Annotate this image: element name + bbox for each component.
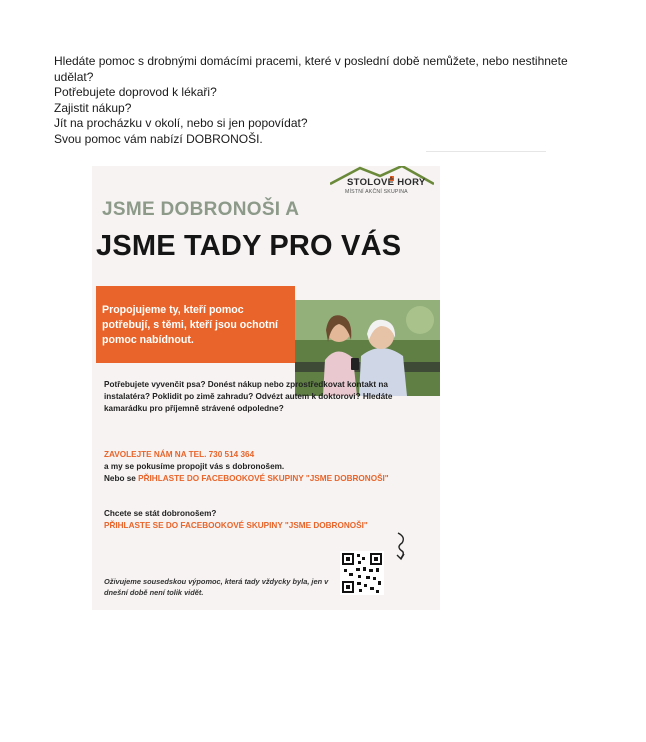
intro-text: [54, 54, 594, 147]
questions-text: Potřebujete vyvenčit psa? Donést nákup nebo zprostředkovat kontakt na instalatéra? Poklidit po zimě zahradu? Odvézt autem k doktorovi? Hledáte kamarádku pro příjemně strávené odpoledne?: [104, 380, 393, 413]
flyer: [92, 166, 440, 610]
logo-name: STOLOVÉ HORY: [347, 177, 426, 188]
intro-line-3: Zajistit nákup?: [54, 100, 132, 115]
heading-big: JSME TADY PRO VÁS: [96, 230, 402, 262]
become-question: Chcete se stát dobronošem?: [104, 509, 217, 518]
divider: [426, 151, 546, 152]
curly-arrow-icon: [390, 531, 412, 561]
become-link: PŘIHLASTE SE DO FACEBOOKOVÉ SKUPINY "JSME DOBRONOŠI": [104, 521, 368, 530]
intro-line-5: Svou pomoc vám nabízí DOBRONOŠI.: [54, 131, 263, 146]
or-prefix: Nebo se: [104, 474, 136, 483]
phone-line: ZAVOLEJTE NÁM NA TEL. 730 514 364: [104, 450, 255, 459]
facebook-line: [104, 473, 434, 485]
intro-line-4: Jít na procházku v okolí, nebo si jen popovídat?: [54, 116, 308, 130]
become-section: [104, 508, 434, 532]
call-follow: a my se pokusíme propojit vás s dobronošem.: [104, 462, 285, 471]
call-section: [104, 449, 434, 485]
stolove-hory-logo: [330, 166, 434, 206]
intro-line-2: Potřebujete doprovod k lékaři?: [54, 85, 217, 99]
logo-subtitle: MÍSTNÍ AKČNÍ SKUPINA: [345, 189, 408, 195]
qr-code-icon: [340, 551, 384, 595]
footer-text: Oživujeme sousedskou výpomoc, která tady vždycky byla, jen v dnešní době není tolik vidět.: [104, 577, 329, 597]
intro-line-1: Hledáte pomoc s drobnými domácími pracemi, které v poslední době nemůžete, nebo nestihnete udělat?: [54, 54, 568, 84]
heading-small: JSME DOBRONOŠI A: [102, 199, 300, 220]
facebook-group-link: PŘIHLASTE DO FACEBOOKOVÉ SKUPINY "JSME DOBRONOŠI": [138, 474, 389, 483]
orange-banner-text: Propojujeme ty, kteří pomoc potřebují, s těmi, kteří jsou ochotní pomoc nabídnout.: [102, 304, 278, 346]
